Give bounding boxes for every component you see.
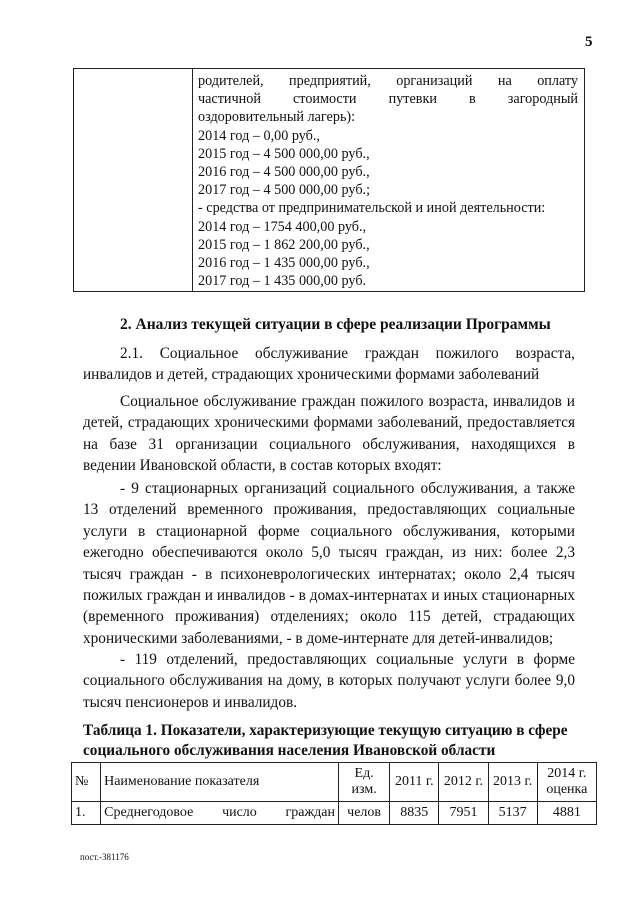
text-line: социального обслуживания на дому, в которых получают услуги более 9,0: [83, 672, 575, 690]
text-line: родителей, предприятий, организаций на оплату: [198, 73, 578, 89]
table-title-line: социального обслуживания населения Ивановской области: [83, 742, 496, 759]
text-line: Социальное обслуживание граждан пожилого возраста, инвалидов и: [120, 393, 575, 410]
text-line: частичной стоимости путевки в загородный: [198, 91, 578, 108]
text-line: тысяч пенсионеров и инвалидов.: [83, 693, 298, 711]
text-line: 2014 год – 1754 400,00 руб.,: [198, 218, 367, 235]
paragraph-stationary: [83, 478, 575, 649]
indicator-word: граждан: [285, 805, 335, 820]
text-line: 2.1. Социальное обслуживание граждан пожилого возраста,: [120, 345, 575, 362]
text-line: 2014 год – 0,00 руб.,: [198, 127, 320, 144]
continuation-table: [73, 68, 585, 292]
row-indicator-name: [101, 802, 339, 825]
row-value-2012: 7951: [439, 802, 488, 825]
document-footer-code: пост.-381176: [80, 852, 129, 862]
table-header-row: [72, 763, 597, 802]
header-unit: [339, 763, 390, 802]
header-year-line: 2014 г.: [547, 766, 587, 781]
funding-sources-cell: [198, 72, 578, 290]
page-number: 5: [585, 34, 593, 50]
table-title-line: Таблица 1. Показатели, характеризующие текущую ситуацию в сфере: [83, 722, 568, 739]
text-line: 2017 год – 1 435 000,00 руб.: [198, 273, 367, 290]
text-line: 13 отделений временного проживания, предоставляющих социальные: [83, 501, 575, 519]
text-line: 2016 год – 4 500 000,00 руб.,: [198, 164, 370, 181]
section-heading: 2. Анализ текущей ситуации в сфере реализации Программы: [120, 316, 551, 333]
header-year-line: оценка: [546, 782, 588, 797]
header-unit-line: Ед.: [354, 766, 374, 781]
text-line: - средства от предпринимательской и иной деятельности:: [198, 200, 546, 217]
indicators-table: [71, 762, 597, 825]
table-column-divider: [192, 69, 193, 291]
header-year-2011: 2011 г.: [390, 763, 439, 802]
table-title: [83, 721, 583, 761]
text-line: 2016 год – 1 435 000,00 руб.,: [198, 255, 370, 272]
paragraph-home-service: [83, 649, 575, 713]
header-year-2012: 2012 г.: [439, 763, 488, 802]
text-line: 2015 год – 4 500 000,00 руб.,: [198, 145, 370, 162]
row-value-2011: 8835: [390, 802, 439, 825]
text-line: 2015 год – 1 862 200,00 руб.,: [198, 236, 370, 253]
text-line: детей, страдающих хроническими формами заболеваний, предоставляется: [83, 414, 575, 432]
header-indicator-name: Наименование показателя: [101, 763, 339, 802]
text-line: - 119 отделений, предоставляющих социальные услуги в форме: [120, 651, 575, 668]
header-number: №: [72, 763, 101, 802]
text-line: оздоровительный лагерь):: [198, 109, 356, 126]
text-line: - 9 стационарных организаций социального обслуживания, а также: [120, 480, 575, 497]
header-year-2014: [537, 763, 596, 802]
row-number: 1.: [72, 802, 101, 825]
text-line: тысяч граждан - в психоневрологических интернатах; около 2,4 тысяч: [83, 565, 575, 583]
table-row: [72, 802, 597, 825]
paragraph-organizations: [83, 391, 575, 477]
header-unit-line: изм.: [351, 782, 377, 797]
text-line: услуги в стационарной форме социального обслуживания, которыми: [83, 522, 575, 540]
text-line: ведении Ивановской области, в состав которых входят:: [83, 457, 442, 475]
row-value-2013: 5137: [488, 802, 537, 825]
text-line: на базе 31 организации социального обслуживания, находящихся в: [83, 435, 575, 453]
text-line: (временного проживания) отделениях; около 115 детей, страдающих: [83, 608, 575, 626]
text-line: хроническими заболеваниями, - в доме-интернате для детей-инвалидов;: [83, 629, 554, 647]
indicator-word: Среднегодовое: [104, 805, 194, 820]
subsection-title: [83, 343, 575, 386]
header-year-2013: 2013 г.: [488, 763, 537, 802]
text-line: пожилых граждан и инвалидов - в домах-интернатах и иных стационарных: [83, 587, 575, 605]
text-line: ежегодно обеспечиваются около 5,0 тысяч граждан, из них: более 2,3: [83, 544, 575, 562]
row-unit: челов: [339, 802, 390, 825]
text-line: инвалидов и детей, страдающих хроническими формами заболеваний: [83, 366, 540, 384]
row-value-2014: 4881: [537, 802, 596, 825]
text-line: 2017 год – 4 500 000,00 руб.;: [198, 182, 371, 199]
indicator-word: число: [222, 805, 257, 820]
